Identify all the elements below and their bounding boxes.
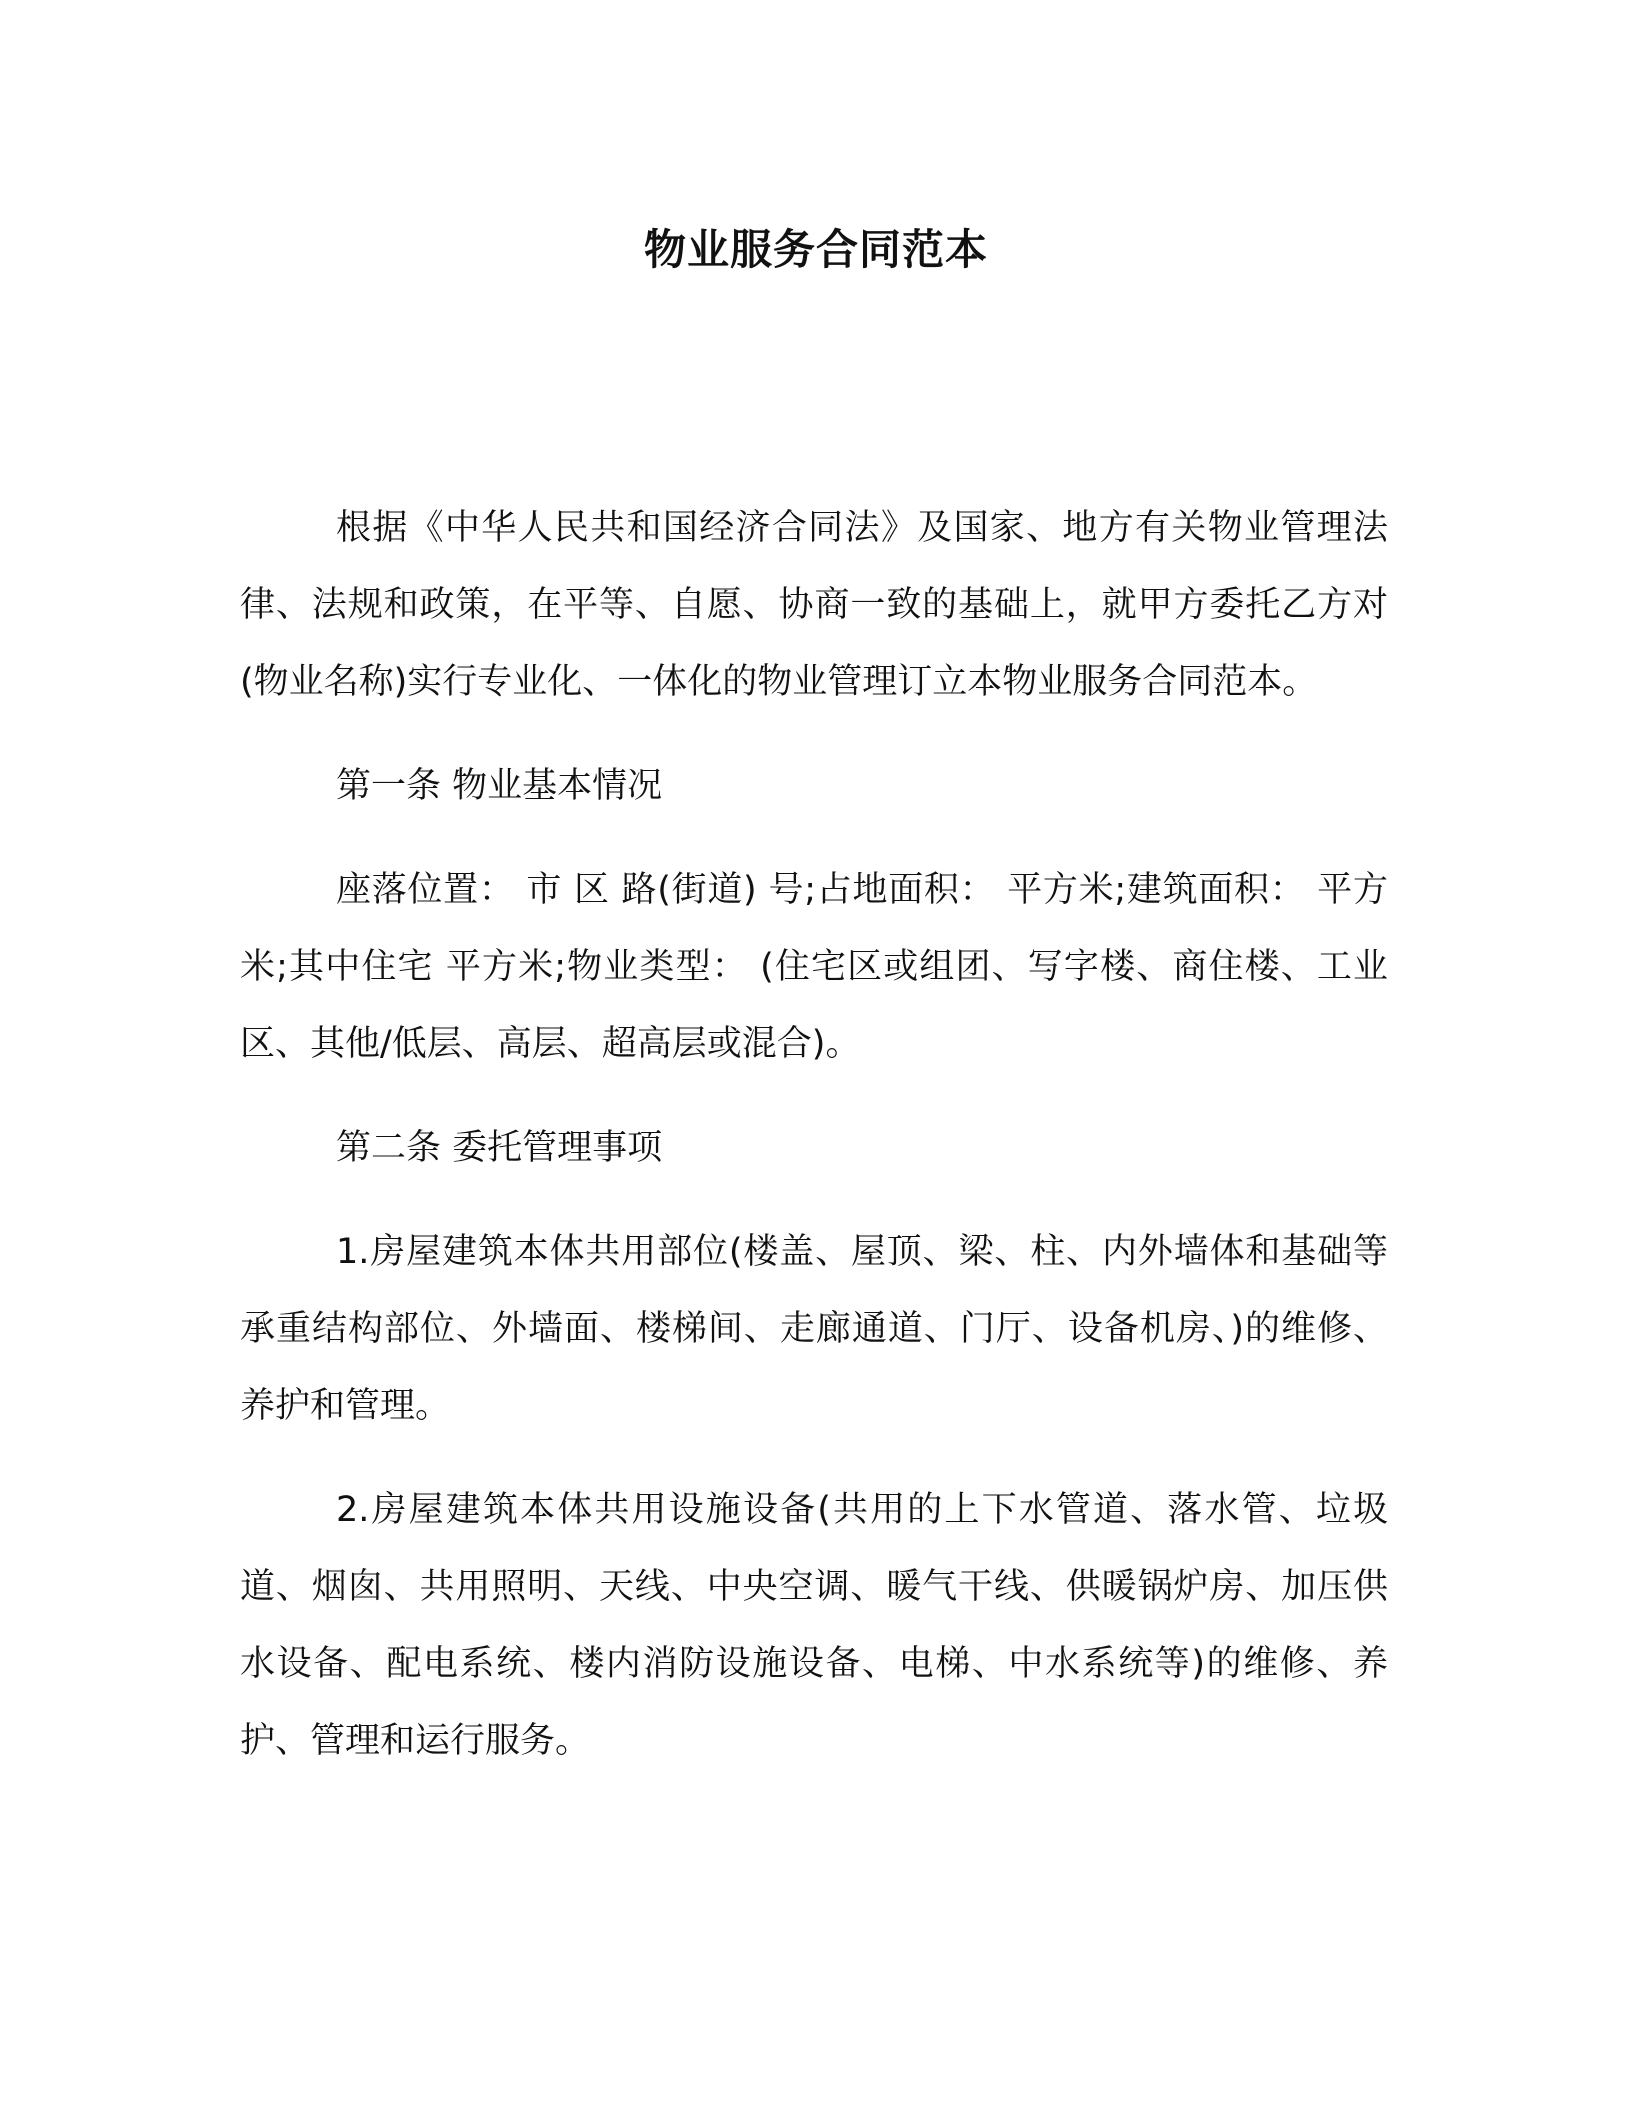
article-2-heading: 第二条 委托管理事项 <box>336 1128 663 1168</box>
paragraph-item-2: 2.房屋建筑本体共用设施设备(共用的上下水管道、落水管、垃圾道、烟囱、共用照明、天线、中央空调、暖气干线、供暖锅炉房、加压供水设备、配电系统、楼内消防设施设备、电梯、中水系统等)的维修、养护、管理和运行服务。 <box>240 1490 1388 1761</box>
article-1-heading: 第一条 物业基本情况 <box>336 766 663 806</box>
document-body <box>240 490 1388 1807</box>
paragraph-property-info: 座落位置： 市 区 路(街道) 号;占地面积： 平方米;建筑面积： 平方米;其中住宅 平方米;物业类型： (住宅区或组团、写字楼、商住楼、工业区、其他/低层、高层、超高层或混合)。 <box>240 870 1388 1064</box>
paragraph-item-1: 1.房屋建筑本体共用部位(楼盖、屋顶、梁、柱、内外墙体和基础等承重结构部位、外墙面、楼梯间、走廊通道、门厅、设备机房、)的维修、养护和管理。 <box>240 1232 1388 1426</box>
paragraph-preamble: 根据《中华人民共和国经济合同法》及国家、地方有关物业管理法律、法规和政策，在平等、自愿、协商一致的基础上，就甲方委托乙方对(物业名称)实行专业化、一体化的物业管理订立本物业服务合同范本。 <box>240 508 1388 702</box>
document-title: 物业服务合同范本 <box>643 225 988 274</box>
